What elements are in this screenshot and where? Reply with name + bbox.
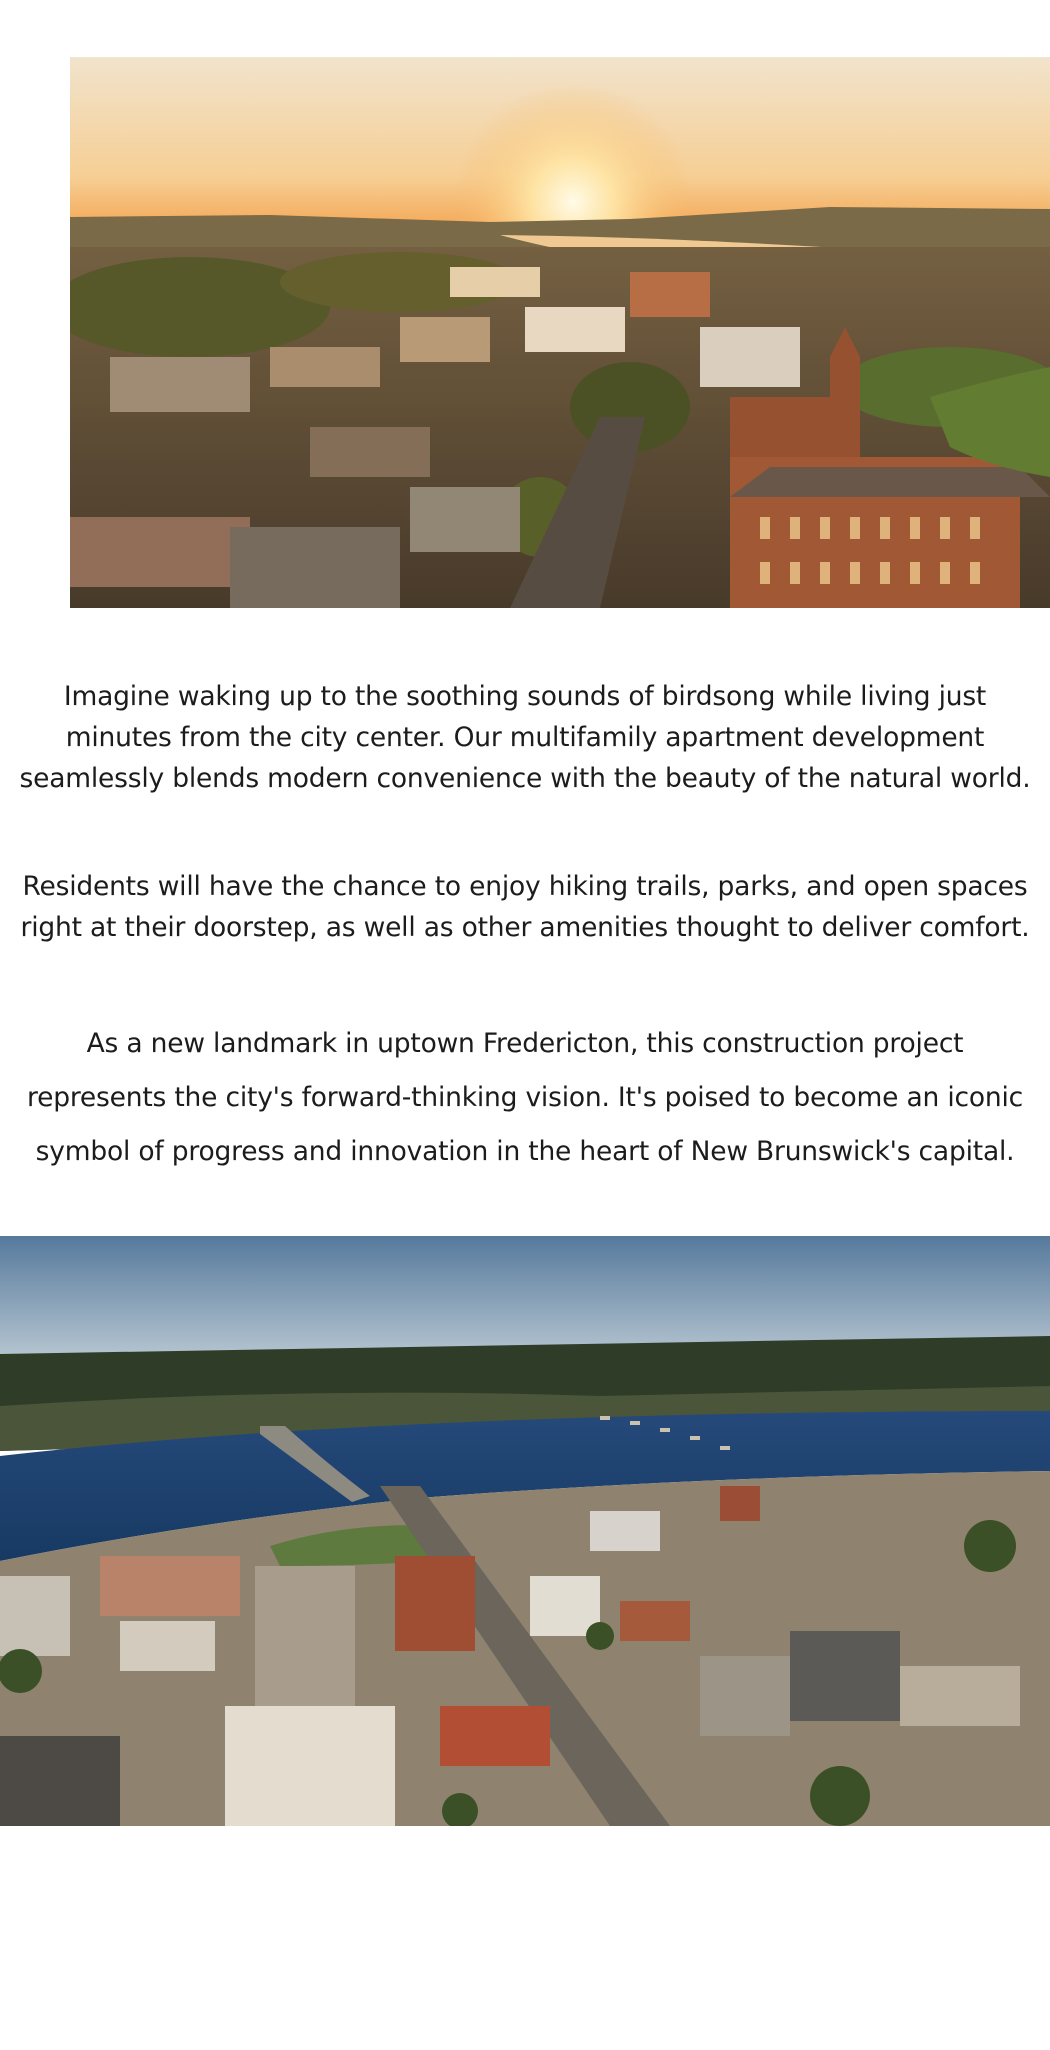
paragraph-line: As a new landmark in uptown Fredericton, this construction project	[86, 1028, 964, 1059]
paragraph-line: seamlessly blends modern convenience with the beauty of the natural world.	[19, 763, 1031, 794]
paragraph-line: Imagine waking up to the soothing sounds of birdsong while living just	[63, 681, 987, 712]
paragraph-line: symbol of progress and innovation in the heart of New Brunswick's capital.	[35, 1136, 1015, 1167]
river-aerial-photo-icon	[0, 1236, 1050, 1826]
sunset-aerial-photo-icon	[70, 57, 1050, 608]
paragraph-line: Residents will have the chance to enjoy hiking trails, parks, and open spaces	[22, 871, 1028, 902]
paragraph-line: right at their doorstep, as well as other amenities thought to deliver comfort.	[20, 912, 1030, 943]
river-aerial-image	[0, 1236, 1050, 1826]
intro-paragraph-nature	[0, 676, 1050, 799]
intro-paragraph-amenities	[0, 866, 1050, 948]
sunset-aerial-image	[70, 57, 1050, 608]
paragraph-line: represents the city's forward-thinking vision. It's poised to become an iconic	[26, 1082, 1024, 1113]
paragraph-line: minutes from the city center. Our multifamily apartment development	[65, 722, 985, 753]
intro-paragraph-landmark	[0, 1017, 1050, 1179]
